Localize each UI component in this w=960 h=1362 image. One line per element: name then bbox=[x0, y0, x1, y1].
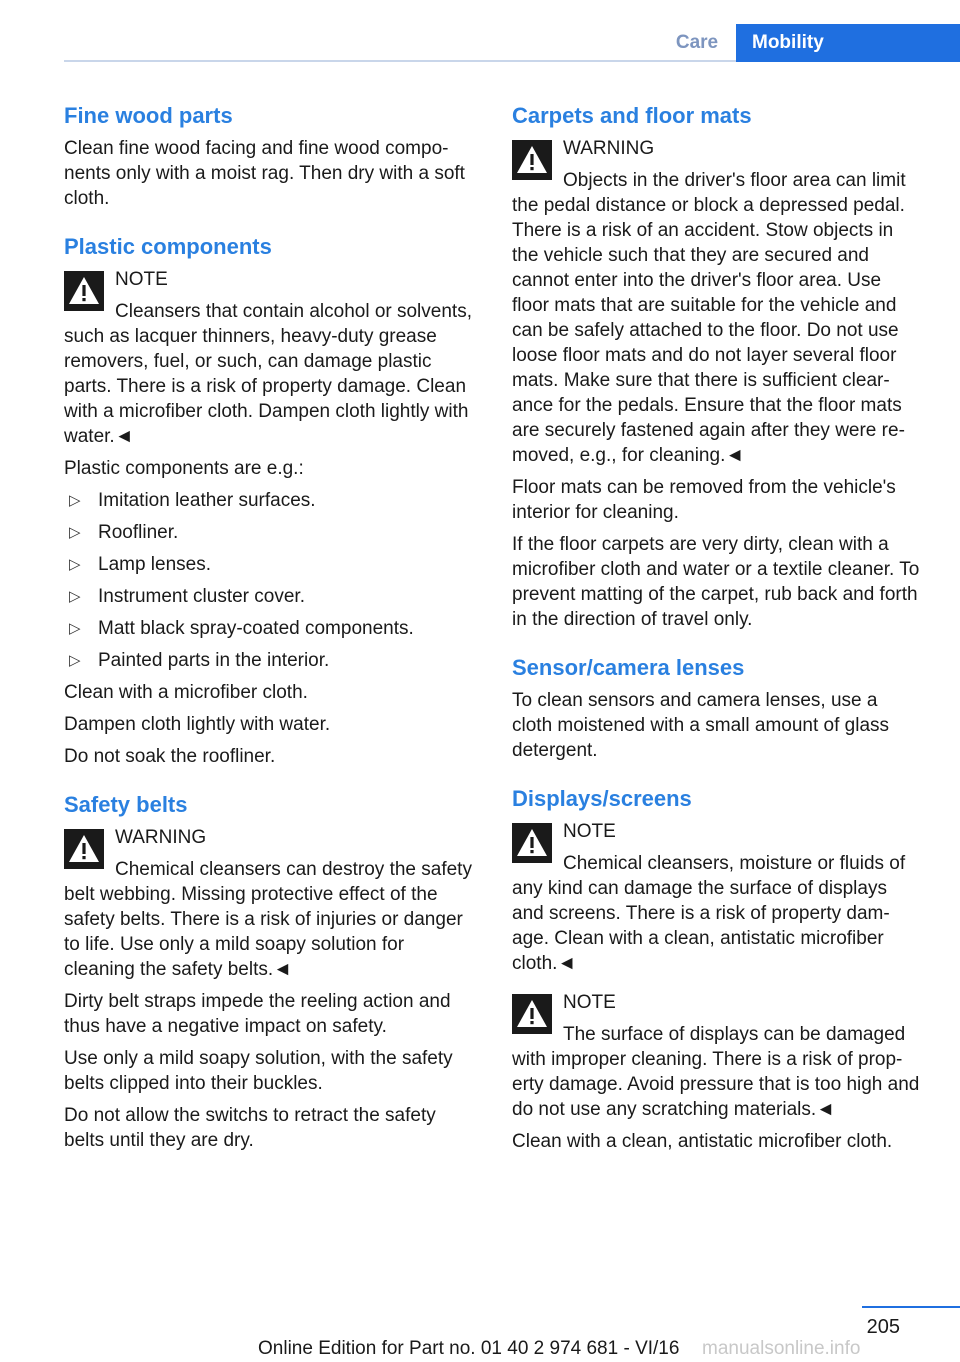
bullet-triangle-icon: ▷ bbox=[69, 652, 81, 669]
note-displays-2 bbox=[512, 990, 920, 1122]
note-displays-1 bbox=[512, 819, 920, 976]
bullet-triangle-icon: ▷ bbox=[69, 588, 81, 605]
belts-para-3: Do not allow the switchs to retract the safety belts until they are dry. bbox=[64, 1105, 436, 1151]
bullet-triangle-icon: ▷ bbox=[69, 556, 81, 573]
carpets-para-1: Floor mats can be removed from the vehicle's interior for cleaning. bbox=[512, 477, 896, 523]
footer-rule bbox=[862, 1306, 960, 1308]
note-label: NOTE bbox=[563, 821, 616, 842]
tab-mobility[interactable]: Mobility bbox=[736, 24, 960, 62]
note-text: Chemical cleansers, moisture or fluids of any kind can damage the surface of displays and screens. There is a risk of property damage. Clean with a clean, antistatic microfiber cloth.◄ bbox=[512, 853, 906, 974]
warning-label: WARNING bbox=[563, 138, 655, 159]
list-item: ▷ Instrument cluster cover. bbox=[69, 586, 305, 607]
plastic-after-1: Clean with a microfiber cloth. bbox=[64, 682, 308, 703]
bullet-triangle-icon: ▷ bbox=[69, 620, 81, 637]
note-plastic bbox=[64, 267, 472, 449]
section-title-plastic: Plastic components bbox=[64, 234, 272, 259]
note-label: NOTE bbox=[115, 269, 168, 290]
bullet-triangle-icon: ▷ bbox=[69, 492, 81, 509]
list-item: ▷ Painted parts in the interior. bbox=[69, 650, 330, 671]
warning-carpets bbox=[512, 136, 920, 468]
section-title-displays: Displays/screens bbox=[512, 786, 692, 811]
plastic-after-3: Do not soak the roofliner. bbox=[64, 746, 276, 767]
warning-belts bbox=[64, 825, 472, 982]
list-item: ▷ Imitation leather surfaces. bbox=[69, 490, 316, 511]
warning-label: WARNING bbox=[115, 827, 207, 848]
note-text: The surface of displays can be damaged with improper cleaning. There is a risk of property damage. Avoid pressure that is too high and do not use any scratching materials.◄ bbox=[512, 1024, 920, 1120]
note-text: Cleansers that contain alcohol or solvents, such as lacquer thinners, heavy-duty grease removers, fuel, or such, can damage plastic parts. There is a risk of property damage. Clean with a microfiber cloth. Dampen cloth lightly with water.◄ bbox=[64, 301, 472, 447]
belts-para-1: Dirty belt straps impede the reeling action and thus have a negative impact on safety. bbox=[64, 991, 451, 1037]
plastic-list bbox=[64, 488, 472, 673]
warning-triangle-icon bbox=[512, 823, 552, 863]
section-title-fine-wood: Fine wood parts bbox=[64, 103, 233, 128]
displays-final: Clean with a clean, antistatic microfiber cloth. bbox=[512, 1131, 893, 1152]
belts-para-2: Use only a mild soapy solution, with the safety belts clipped into their buckles. bbox=[64, 1048, 453, 1094]
warning-text: Chemical cleansers can destroy the safety belt webbing. Missing protective effect of the safety belts. There is a risk of injuries or danger to life. Use only a mild soapy solution for cleaning the safety belts.◄ bbox=[64, 859, 472, 980]
bullet-triangle-icon: ▷ bbox=[69, 524, 81, 541]
list-item: ▷ Roofliner. bbox=[69, 522, 179, 543]
list-item: ▷ Lamp lenses. bbox=[69, 554, 212, 575]
warning-triangle-icon bbox=[512, 140, 552, 180]
warning-text: Objects in the driver's floor area can limit the pedal distance or block a depressed pedal. There is a risk of an accident. Stow objects in the vehicle such that they are secured and cannot enter into the driver's floor area. Use floor mats that are suitable for the vehicle and can be safely attached to the floor. Do not use loose floor mats and do not layer several floor mats. Make sure that there is sufficient clearance for the pedals. Ensure that the floor mats are securely fastened again after they were removed, e.g., for cleaning.◄ bbox=[512, 170, 906, 466]
edition-line: Online Edition for Part no. 01 40 2 974 681 - VI/16 bbox=[258, 1338, 680, 1359]
right-column bbox=[512, 102, 920, 1161]
section-title-carpets: Carpets and floor mats bbox=[512, 103, 752, 128]
left-column bbox=[64, 102, 472, 1160]
fine-wood-text: Clean fine wood facing and fine wood components only with a moist rag. Then dry with a soft cloth. bbox=[64, 138, 465, 209]
section-title-safety-belts: Safety belts bbox=[64, 792, 188, 817]
tab-care[interactable]: Care bbox=[675, 32, 719, 53]
section-title-sensor: Sensor/camera lenses bbox=[512, 655, 745, 680]
warning-triangle-icon bbox=[64, 829, 104, 869]
warning-triangle-icon bbox=[64, 271, 104, 311]
plastic-intro: Plastic components are e.g.: bbox=[64, 458, 304, 479]
warning-triangle-icon bbox=[512, 994, 552, 1034]
watermark: manualsonline.info bbox=[702, 1338, 861, 1359]
sensor-text: To clean sensors and camera lenses, use a cloth moistened with a small amount of glass detergent. bbox=[512, 690, 890, 761]
note-label: NOTE bbox=[563, 992, 616, 1013]
page-number: 205 bbox=[866, 1316, 900, 1338]
plastic-after-2: Dampen cloth lightly with water. bbox=[64, 714, 331, 735]
carpets-para-2: If the floor carpets are very dirty, clean with a microfiber cloth and water or a textile cleaner. To prevent matting of the carpet, rub back and forth in the direction of travel only. bbox=[512, 534, 920, 630]
list-item: ▷ Matt black spray-coated components. bbox=[69, 618, 414, 639]
